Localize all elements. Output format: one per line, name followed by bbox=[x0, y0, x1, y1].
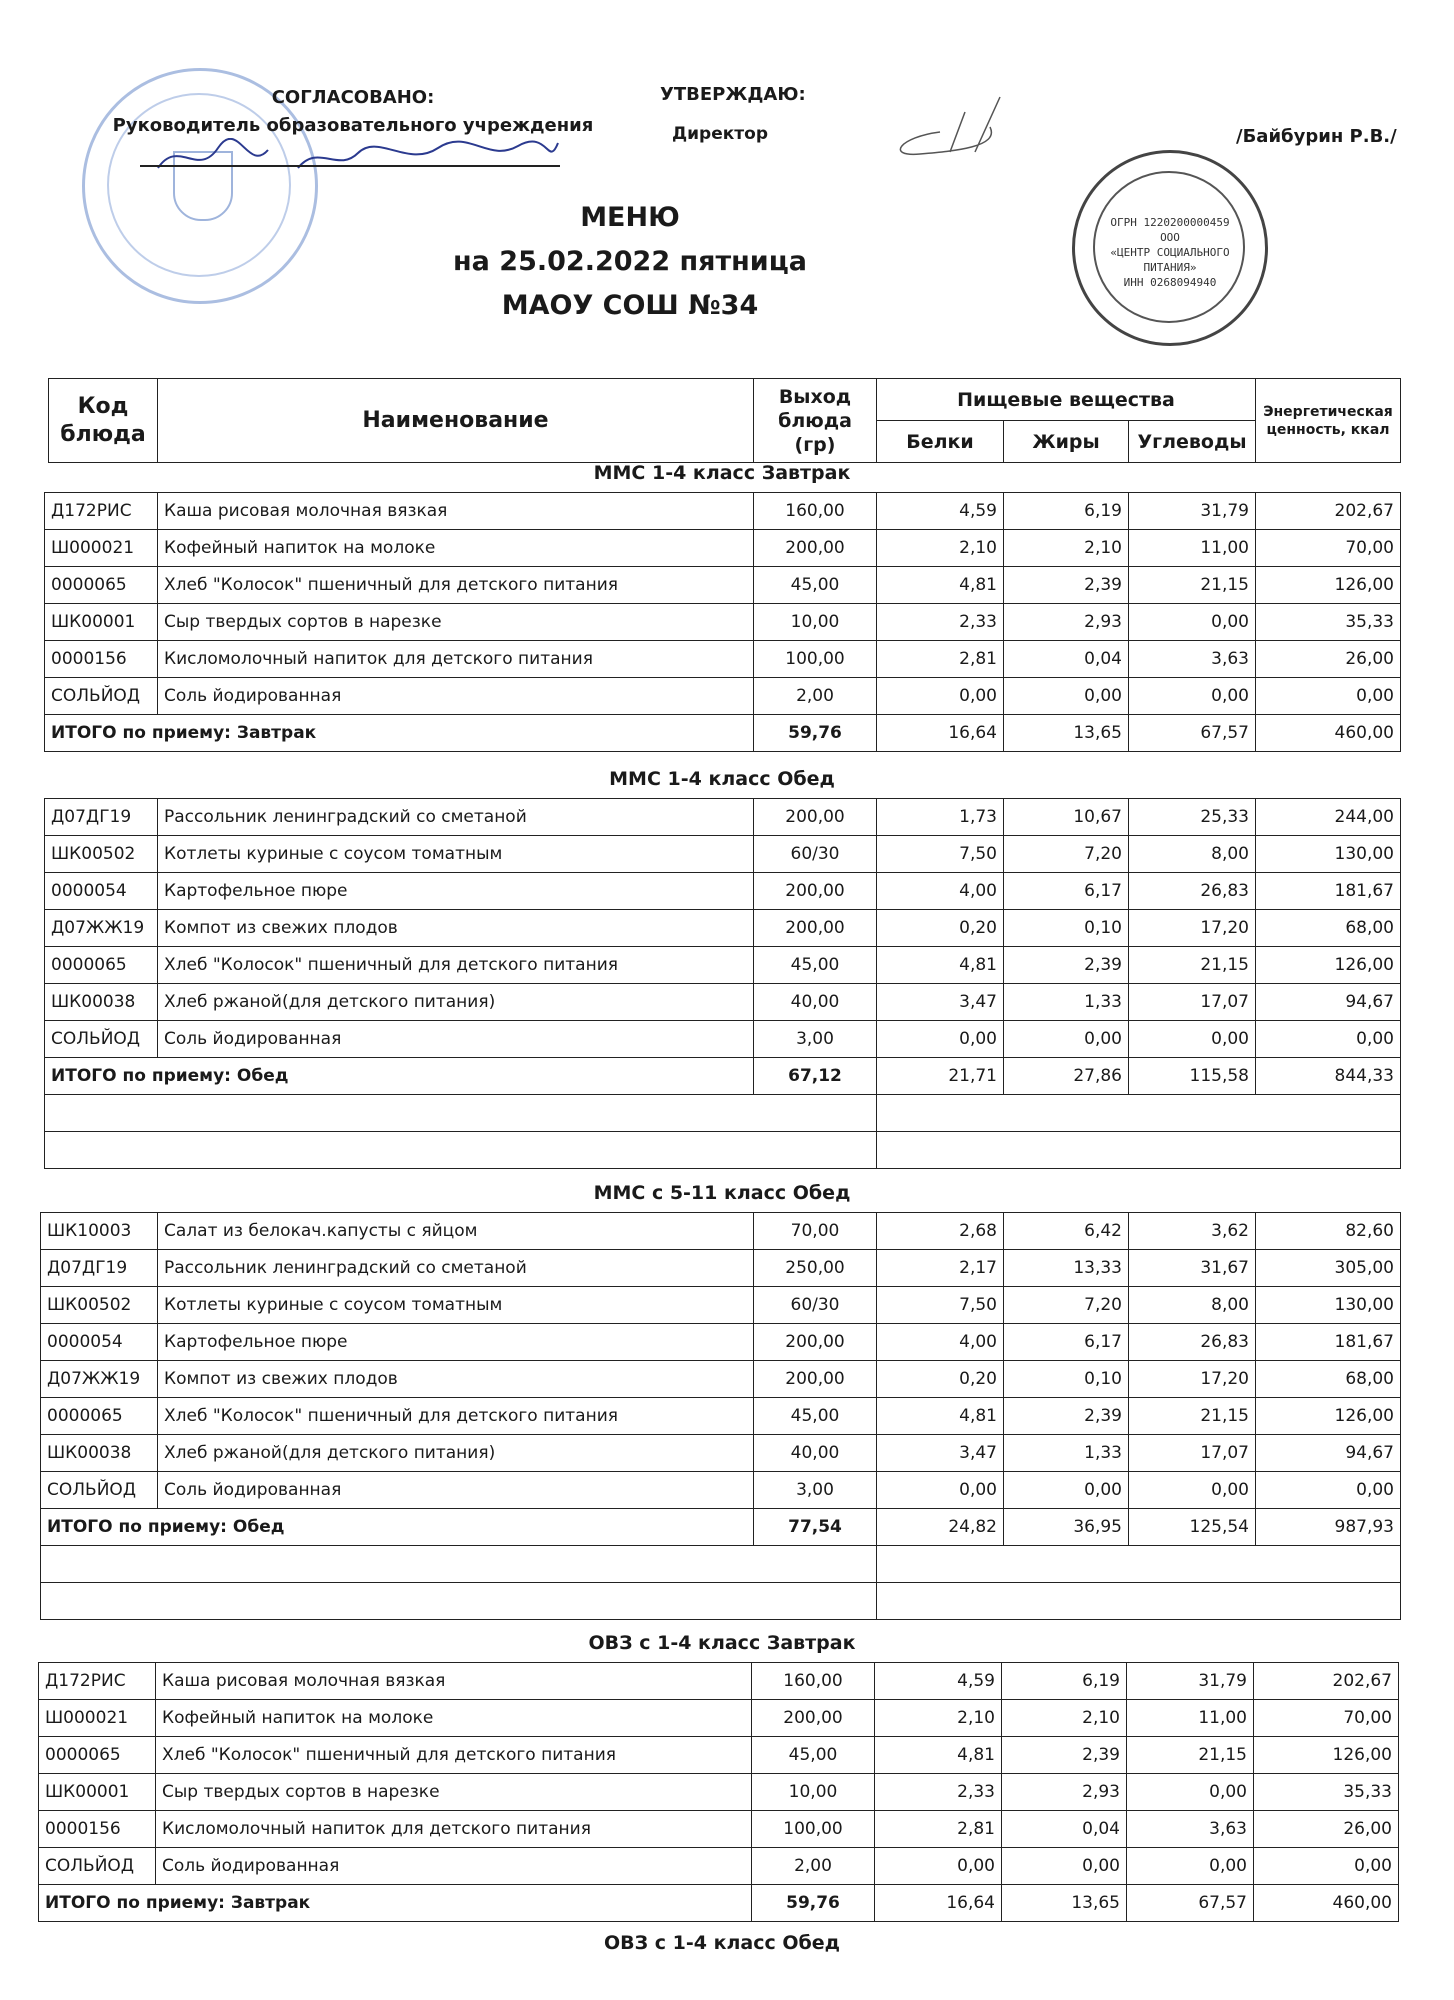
dish-fat: 6,17 bbox=[1004, 873, 1129, 910]
dish-carbs: 17,20 bbox=[1129, 910, 1256, 947]
dish-fat: 1,33 bbox=[1004, 984, 1129, 1021]
school-name: МАОУ СОШ №34 bbox=[501, 290, 759, 321]
dish-yield: 2,00 bbox=[752, 1848, 875, 1885]
total-row bbox=[41, 1509, 1401, 1546]
dish-fat: 13,33 bbox=[1004, 1250, 1129, 1287]
total-row bbox=[39, 1885, 1399, 1922]
dish-name: Картофельное пюре bbox=[158, 873, 754, 910]
total-energy: 460,00 bbox=[1256, 715, 1401, 752]
col-protein-header: Белки bbox=[877, 421, 1004, 463]
menu-section-table bbox=[44, 798, 1401, 1169]
dish-code: 0000065 bbox=[45, 947, 158, 984]
dish-name: Котлеты куриные с соусом томатным bbox=[158, 1287, 754, 1324]
dish-carbs: 25,33 bbox=[1129, 799, 1256, 836]
dish-carbs: 0,00 bbox=[1129, 604, 1256, 641]
dish-protein: 0,00 bbox=[875, 1848, 1002, 1885]
dish-carbs: 21,15 bbox=[1127, 1737, 1254, 1774]
blank-cell bbox=[41, 1546, 877, 1583]
col-nutrients-header: Пищевые вещества bbox=[877, 379, 1256, 421]
dish-protein: 4,81 bbox=[877, 1398, 1004, 1435]
dish-name: Компот из свежих плодов bbox=[158, 1361, 754, 1398]
dish-name: Соль йодированная bbox=[156, 1848, 752, 1885]
table-row bbox=[39, 1774, 1399, 1811]
total-energy: 987,93 bbox=[1256, 1509, 1401, 1546]
dish-energy: 244,00 bbox=[1256, 799, 1401, 836]
dish-energy: 305,00 bbox=[1256, 1250, 1401, 1287]
dish-fat: 0,00 bbox=[1004, 1472, 1129, 1509]
dish-energy: 0,00 bbox=[1256, 678, 1401, 715]
dish-yield: 160,00 bbox=[752, 1663, 875, 1700]
dish-name: Хлеб ржаной(для детского питания) bbox=[158, 1435, 754, 1472]
menu-section-table bbox=[38, 1662, 1399, 1922]
dish-fat: 2,10 bbox=[1002, 1700, 1127, 1737]
dish-fat: 0,00 bbox=[1004, 1021, 1129, 1058]
dish-energy: 0,00 bbox=[1254, 1848, 1399, 1885]
total-carbs: 115,58 bbox=[1129, 1058, 1256, 1095]
dish-protein: 4,81 bbox=[877, 947, 1004, 984]
dish-carbs: 31,67 bbox=[1129, 1250, 1256, 1287]
dish-fat: 2,39 bbox=[1004, 947, 1129, 984]
dish-protein: 2,10 bbox=[877, 530, 1004, 567]
total-energy: 460,00 bbox=[1254, 1885, 1399, 1922]
table-row bbox=[45, 641, 1401, 678]
dish-fat: 7,20 bbox=[1004, 1287, 1129, 1324]
menu-table-header bbox=[48, 378, 1401, 463]
approval-right-title: УТВЕРЖДАЮ: bbox=[660, 84, 806, 105]
dish-energy: 94,67 bbox=[1256, 1435, 1401, 1472]
dish-code: Д07ЖЖ19 bbox=[45, 910, 158, 947]
dish-name: Компот из свежих плодов bbox=[158, 910, 754, 947]
dish-energy: 70,00 bbox=[1254, 1700, 1399, 1737]
company-seal-stamp bbox=[1072, 150, 1268, 346]
menu-section-table bbox=[44, 492, 1401, 752]
col-fat-header: Жиры bbox=[1004, 421, 1129, 463]
dish-protein: 0,20 bbox=[877, 910, 1004, 947]
dish-yield: 10,00 bbox=[752, 1774, 875, 1811]
dish-code: 0000156 bbox=[45, 641, 158, 678]
dish-protein: 3,47 bbox=[877, 1435, 1004, 1472]
dish-code: Д172РИС bbox=[39, 1663, 156, 1700]
stamp-org-name-2: ПИТАНИЯ» bbox=[1143, 261, 1197, 274]
dish-yield: 2,00 bbox=[754, 678, 877, 715]
dish-energy: 26,00 bbox=[1254, 1811, 1399, 1848]
blank-cell bbox=[877, 1583, 1401, 1620]
col-name-header: Наименование bbox=[158, 379, 754, 463]
table-row bbox=[41, 1361, 1401, 1398]
dish-yield: 100,00 bbox=[752, 1811, 875, 1848]
dish-carbs: 8,00 bbox=[1129, 1287, 1256, 1324]
dish-yield: 45,00 bbox=[754, 947, 877, 984]
dish-protein: 7,50 bbox=[877, 836, 1004, 873]
dish-carbs: 21,15 bbox=[1129, 947, 1256, 984]
total-protein: 16,64 bbox=[877, 715, 1004, 752]
dish-code: 0000054 bbox=[41, 1324, 158, 1361]
table-row bbox=[41, 1398, 1401, 1435]
dish-fat: 7,20 bbox=[1004, 836, 1129, 873]
total-row bbox=[45, 1058, 1401, 1095]
dish-code: Д07ДГ19 bbox=[45, 799, 158, 836]
dish-code: Ш000021 bbox=[39, 1700, 156, 1737]
dish-yield: 40,00 bbox=[754, 1435, 877, 1472]
table-row bbox=[39, 1848, 1399, 1885]
dish-protein: 0,20 bbox=[877, 1361, 1004, 1398]
table-row bbox=[45, 984, 1401, 1021]
dish-energy: 35,33 bbox=[1254, 1774, 1399, 1811]
dish-energy: 82,60 bbox=[1256, 1213, 1401, 1250]
table-row bbox=[41, 1213, 1401, 1250]
dish-fat: 0,04 bbox=[1004, 641, 1129, 678]
total-fat: 13,65 bbox=[1004, 715, 1129, 752]
director-name: /Байбурин Р.В./ bbox=[1236, 126, 1397, 147]
table-row bbox=[45, 493, 1401, 530]
total-label: ИТОГО по приему: Обед bbox=[45, 1058, 754, 1095]
dish-carbs: 3,62 bbox=[1129, 1213, 1256, 1250]
dish-carbs: 17,07 bbox=[1129, 984, 1256, 1021]
total-fat: 13,65 bbox=[1002, 1885, 1127, 1922]
stamp-ogrn: ОГРН 1220200000459 bbox=[1110, 216, 1230, 229]
signature-right bbox=[880, 92, 1030, 162]
dish-name: Рассольник ленинградский со сметаной bbox=[158, 1250, 754, 1287]
total-yield: 67,12 bbox=[754, 1058, 877, 1095]
dish-fat: 2,39 bbox=[1004, 567, 1129, 604]
table-row bbox=[45, 678, 1401, 715]
total-row bbox=[45, 715, 1401, 752]
dish-energy: 181,67 bbox=[1256, 873, 1401, 910]
dish-protein: 3,47 bbox=[877, 984, 1004, 1021]
col-yield-header: Выход блюда (гр) bbox=[754, 379, 877, 463]
dish-protein: 4,81 bbox=[875, 1737, 1002, 1774]
dish-yield: 10,00 bbox=[754, 604, 877, 641]
dish-code: ШК00502 bbox=[41, 1287, 158, 1324]
total-protein: 24,82 bbox=[877, 1509, 1004, 1546]
dish-yield: 60/30 bbox=[754, 1287, 877, 1324]
dish-carbs: 11,00 bbox=[1129, 530, 1256, 567]
total-protein: 16,64 bbox=[875, 1885, 1002, 1922]
dish-carbs: 31,79 bbox=[1127, 1663, 1254, 1700]
dish-energy: 0,00 bbox=[1256, 1472, 1401, 1509]
dish-code: ШК10003 bbox=[41, 1213, 158, 1250]
section-title: ММС 1-4 класс Обед bbox=[609, 768, 835, 790]
dish-carbs: 26,83 bbox=[1129, 1324, 1256, 1361]
total-carbs: 125,54 bbox=[1129, 1509, 1256, 1546]
dish-code: ШК00038 bbox=[45, 984, 158, 1021]
blank-cell bbox=[41, 1583, 877, 1620]
dish-fat: 6,19 bbox=[1004, 493, 1129, 530]
stamp-org-type: ООО bbox=[1160, 231, 1180, 244]
blank-row bbox=[41, 1583, 1401, 1620]
dish-name: Соль йодированная bbox=[158, 1021, 754, 1058]
section-title: ОВЗ с 1-4 класс Завтрак bbox=[588, 1632, 856, 1654]
dish-code: ШК00001 bbox=[45, 604, 158, 641]
dish-name: Котлеты куриные с соусом томатным bbox=[158, 836, 754, 873]
dish-name: Кофейный напиток на молоке bbox=[158, 530, 754, 567]
dish-yield: 200,00 bbox=[752, 1700, 875, 1737]
dish-yield: 45,00 bbox=[754, 567, 877, 604]
table-row bbox=[41, 1287, 1401, 1324]
dish-protein: 0,00 bbox=[877, 1472, 1004, 1509]
approval-left-block bbox=[88, 84, 618, 140]
dish-yield: 3,00 bbox=[754, 1472, 877, 1509]
dish-protein: 4,81 bbox=[877, 567, 1004, 604]
dish-carbs: 0,00 bbox=[1127, 1774, 1254, 1811]
blank-cell bbox=[45, 1095, 877, 1132]
dish-carbs: 8,00 bbox=[1129, 836, 1256, 873]
table-row bbox=[45, 799, 1401, 836]
dish-yield: 200,00 bbox=[754, 910, 877, 947]
menu-section-table bbox=[40, 1212, 1401, 1620]
dish-yield: 60/30 bbox=[754, 836, 877, 873]
dish-protein: 7,50 bbox=[877, 1287, 1004, 1324]
dish-fat: 6,19 bbox=[1002, 1663, 1127, 1700]
dish-fat: 2,93 bbox=[1004, 604, 1129, 641]
total-label: ИТОГО по приему: Завтрак bbox=[39, 1885, 752, 1922]
dish-yield: 45,00 bbox=[752, 1737, 875, 1774]
dish-code: ШК00001 bbox=[39, 1774, 156, 1811]
table-row bbox=[45, 836, 1401, 873]
dish-fat: 2,39 bbox=[1004, 1398, 1129, 1435]
approval-left-title: СОГЛАСОВАНО: bbox=[271, 87, 435, 108]
total-carbs: 67,57 bbox=[1129, 715, 1256, 752]
dish-carbs: 3,63 bbox=[1129, 641, 1256, 678]
dish-protein: 0,00 bbox=[877, 678, 1004, 715]
section-title: ММС с 5-11 класс Обед bbox=[593, 1182, 851, 1204]
table-row bbox=[39, 1737, 1399, 1774]
table-row bbox=[41, 1472, 1401, 1509]
dish-code: Ш000021 bbox=[45, 530, 158, 567]
dish-yield: 45,00 bbox=[754, 1398, 877, 1435]
dish-energy: 126,00 bbox=[1256, 947, 1401, 984]
dish-protein: 2,10 bbox=[875, 1700, 1002, 1737]
dish-protein: 0,00 bbox=[877, 1021, 1004, 1058]
dish-protein: 4,59 bbox=[877, 493, 1004, 530]
table-row bbox=[45, 1021, 1401, 1058]
document-title: МЕНЮ bbox=[580, 202, 680, 233]
dish-fat: 6,42 bbox=[1004, 1213, 1129, 1250]
dish-energy: 35,33 bbox=[1256, 604, 1401, 641]
dish-carbs: 21,15 bbox=[1129, 1398, 1256, 1435]
dish-protein: 2,17 bbox=[877, 1250, 1004, 1287]
total-energy: 844,33 bbox=[1256, 1058, 1401, 1095]
dish-name: Хлеб "Колосок" пшеничный для детского питания bbox=[158, 947, 754, 984]
col-code-header: Код блюда bbox=[49, 379, 158, 463]
dish-protein: 4,00 bbox=[877, 1324, 1004, 1361]
total-yield: 59,76 bbox=[754, 715, 877, 752]
blank-cell bbox=[877, 1095, 1401, 1132]
dish-protein: 2,81 bbox=[877, 641, 1004, 678]
dish-name: Каша рисовая молочная вязкая bbox=[158, 493, 754, 530]
dish-protein: 1,73 bbox=[877, 799, 1004, 836]
dish-fat: 2,93 bbox=[1002, 1774, 1127, 1811]
dish-yield: 200,00 bbox=[754, 799, 877, 836]
dish-protein: 2,33 bbox=[877, 604, 1004, 641]
blank-cell bbox=[877, 1546, 1401, 1583]
dish-energy: 68,00 bbox=[1256, 1361, 1401, 1398]
dish-energy: 126,00 bbox=[1256, 567, 1401, 604]
dish-energy: 130,00 bbox=[1256, 1287, 1401, 1324]
dish-code: ШК00038 bbox=[41, 1435, 158, 1472]
dish-code: СОЛЬЙОД bbox=[45, 1021, 158, 1058]
table-row bbox=[39, 1700, 1399, 1737]
dish-fat: 0,10 bbox=[1004, 910, 1129, 947]
dish-yield: 200,00 bbox=[754, 530, 877, 567]
dish-name: Салат из белокач.капусты с яйцом bbox=[158, 1213, 754, 1250]
dish-carbs: 26,83 bbox=[1129, 873, 1256, 910]
dish-fat: 0,00 bbox=[1002, 1848, 1127, 1885]
dish-fat: 0,04 bbox=[1002, 1811, 1127, 1848]
blank-row bbox=[45, 1132, 1401, 1169]
dish-carbs: 21,15 bbox=[1129, 567, 1256, 604]
dish-energy: 94,67 bbox=[1256, 984, 1401, 1021]
total-carbs: 67,57 bbox=[1127, 1885, 1254, 1922]
dish-name: Хлеб ржаной(для детского питания) bbox=[158, 984, 754, 1021]
dish-name: Сыр твердых сортов в нарезке bbox=[156, 1774, 752, 1811]
dish-name: Каша рисовая молочная вязкая bbox=[156, 1663, 752, 1700]
dish-energy: 68,00 bbox=[1256, 910, 1401, 947]
dish-code: СОЛЬЙОД bbox=[45, 678, 158, 715]
signature-line-left bbox=[140, 165, 560, 167]
dish-energy: 0,00 bbox=[1256, 1021, 1401, 1058]
dish-energy: 202,67 bbox=[1256, 493, 1401, 530]
dish-code: Д07ДГ19 bbox=[41, 1250, 158, 1287]
dish-yield: 70,00 bbox=[754, 1213, 877, 1250]
dish-code: СОЛЬЙОД bbox=[41, 1472, 158, 1509]
document-date: на 25.02.2022 пятница bbox=[453, 246, 807, 277]
dish-carbs: 11,00 bbox=[1127, 1700, 1254, 1737]
dish-name: Хлеб "Колосок" пшеничный для детского питания bbox=[158, 1398, 754, 1435]
dish-name: Кисломолочный напиток для детского питания bbox=[156, 1811, 752, 1848]
col-carbs-header: Углеводы bbox=[1129, 421, 1256, 463]
dish-code: 0000054 bbox=[45, 873, 158, 910]
dish-carbs: 17,20 bbox=[1129, 1361, 1256, 1398]
dish-protein: 2,68 bbox=[877, 1213, 1004, 1250]
dish-carbs: 3,63 bbox=[1127, 1811, 1254, 1848]
dish-code: 0000065 bbox=[41, 1398, 158, 1435]
total-label: ИТОГО по приему: Завтрак bbox=[45, 715, 754, 752]
table-row bbox=[45, 604, 1401, 641]
dish-code: 0000156 bbox=[39, 1811, 156, 1848]
dish-code: Д172РИС bbox=[45, 493, 158, 530]
table-row bbox=[45, 873, 1401, 910]
dish-name: Кофейный напиток на молоке bbox=[156, 1700, 752, 1737]
dish-code: Д07ЖЖ19 bbox=[41, 1361, 158, 1398]
table-row bbox=[41, 1324, 1401, 1361]
dish-carbs: 0,00 bbox=[1129, 1021, 1256, 1058]
dish-name: Рассольник ленинградский со сметаной bbox=[158, 799, 754, 836]
document-title-block bbox=[380, 196, 880, 328]
dish-energy: 130,00 bbox=[1256, 836, 1401, 873]
dish-carbs: 0,00 bbox=[1127, 1848, 1254, 1885]
blank-cell bbox=[877, 1132, 1401, 1169]
total-label: ИТОГО по приему: Обед bbox=[41, 1509, 754, 1546]
dish-name: Сыр твердых сортов в нарезке bbox=[158, 604, 754, 641]
dish-protein: 2,33 bbox=[875, 1774, 1002, 1811]
dish-energy: 70,00 bbox=[1256, 530, 1401, 567]
dish-name: Соль йодированная bbox=[158, 1472, 754, 1509]
dish-fat: 2,39 bbox=[1002, 1737, 1127, 1774]
table-row bbox=[41, 1250, 1401, 1287]
signature-left bbox=[148, 138, 568, 178]
dish-yield: 160,00 bbox=[754, 493, 877, 530]
dish-yield: 40,00 bbox=[754, 984, 877, 1021]
table-row bbox=[45, 947, 1401, 984]
total-yield: 77,54 bbox=[754, 1509, 877, 1546]
dish-energy: 26,00 bbox=[1256, 641, 1401, 678]
table-row bbox=[45, 530, 1401, 567]
dish-protein: 4,00 bbox=[877, 873, 1004, 910]
dish-code: СОЛЬЙОД bbox=[39, 1848, 156, 1885]
stamp-org-name: «ЦЕНТР СОЦИАЛЬНОГО bbox=[1110, 246, 1230, 259]
section-title: ОВЗ с 1-4 класс Обед bbox=[604, 1932, 840, 1954]
total-protein: 21,71 bbox=[877, 1058, 1004, 1095]
dish-name: Хлеб "Колосок" пшеничный для детского питания bbox=[156, 1737, 752, 1774]
approval-left-role: Руководитель образовательного учреждения bbox=[112, 115, 594, 136]
dish-name: Кисломолочный напиток для детского питания bbox=[158, 641, 754, 678]
dish-name: Картофельное пюре bbox=[158, 1324, 754, 1361]
dish-name: Хлеб "Колосок" пшеничный для детского питания bbox=[158, 567, 754, 604]
dish-code: 0000065 bbox=[45, 567, 158, 604]
dish-energy: 202,67 bbox=[1254, 1663, 1399, 1700]
total-fat: 36,95 bbox=[1004, 1509, 1129, 1546]
dish-carbs: 0,00 bbox=[1129, 678, 1256, 715]
dish-fat: 0,10 bbox=[1004, 1361, 1129, 1398]
dish-fat: 1,33 bbox=[1004, 1435, 1129, 1472]
table-row bbox=[39, 1811, 1399, 1848]
dish-protein: 2,81 bbox=[875, 1811, 1002, 1848]
blank-row bbox=[45, 1095, 1401, 1132]
dish-yield: 100,00 bbox=[754, 641, 877, 678]
dish-code: 0000065 bbox=[39, 1737, 156, 1774]
total-yield: 59,76 bbox=[752, 1885, 875, 1922]
dish-carbs: 0,00 bbox=[1129, 1472, 1256, 1509]
dish-code: ШК00502 bbox=[45, 836, 158, 873]
blank-cell bbox=[45, 1132, 877, 1169]
blank-row bbox=[41, 1546, 1401, 1583]
dish-yield: 200,00 bbox=[754, 1324, 877, 1361]
dish-name: Соль йодированная bbox=[158, 678, 754, 715]
dish-energy: 181,67 bbox=[1256, 1324, 1401, 1361]
dish-carbs: 17,07 bbox=[1129, 1435, 1256, 1472]
dish-yield: 200,00 bbox=[754, 1361, 877, 1398]
dish-fat: 0,00 bbox=[1004, 678, 1129, 715]
total-fat: 27,86 bbox=[1004, 1058, 1129, 1095]
dish-fat: 6,17 bbox=[1004, 1324, 1129, 1361]
dish-yield: 3,00 bbox=[754, 1021, 877, 1058]
approval-right-role: Директор bbox=[672, 124, 768, 144]
table-row bbox=[41, 1435, 1401, 1472]
dish-protein: 4,59 bbox=[875, 1663, 1002, 1700]
table-row bbox=[39, 1663, 1399, 1700]
col-energy-header: Энергетическая ценность, ккал bbox=[1256, 379, 1401, 463]
table-row bbox=[45, 567, 1401, 604]
table-row bbox=[45, 910, 1401, 947]
dish-energy: 126,00 bbox=[1256, 1398, 1401, 1435]
dish-yield: 250,00 bbox=[754, 1250, 877, 1287]
section-title: ММС 1-4 класс Завтрак bbox=[593, 462, 851, 484]
dish-carbs: 31,79 bbox=[1129, 493, 1256, 530]
dish-fat: 10,67 bbox=[1004, 799, 1129, 836]
stamp-inn: ИНН 0268094940 bbox=[1123, 276, 1217, 289]
dish-yield: 200,00 bbox=[754, 873, 877, 910]
dish-energy: 126,00 bbox=[1254, 1737, 1399, 1774]
dish-fat: 2,10 bbox=[1004, 530, 1129, 567]
